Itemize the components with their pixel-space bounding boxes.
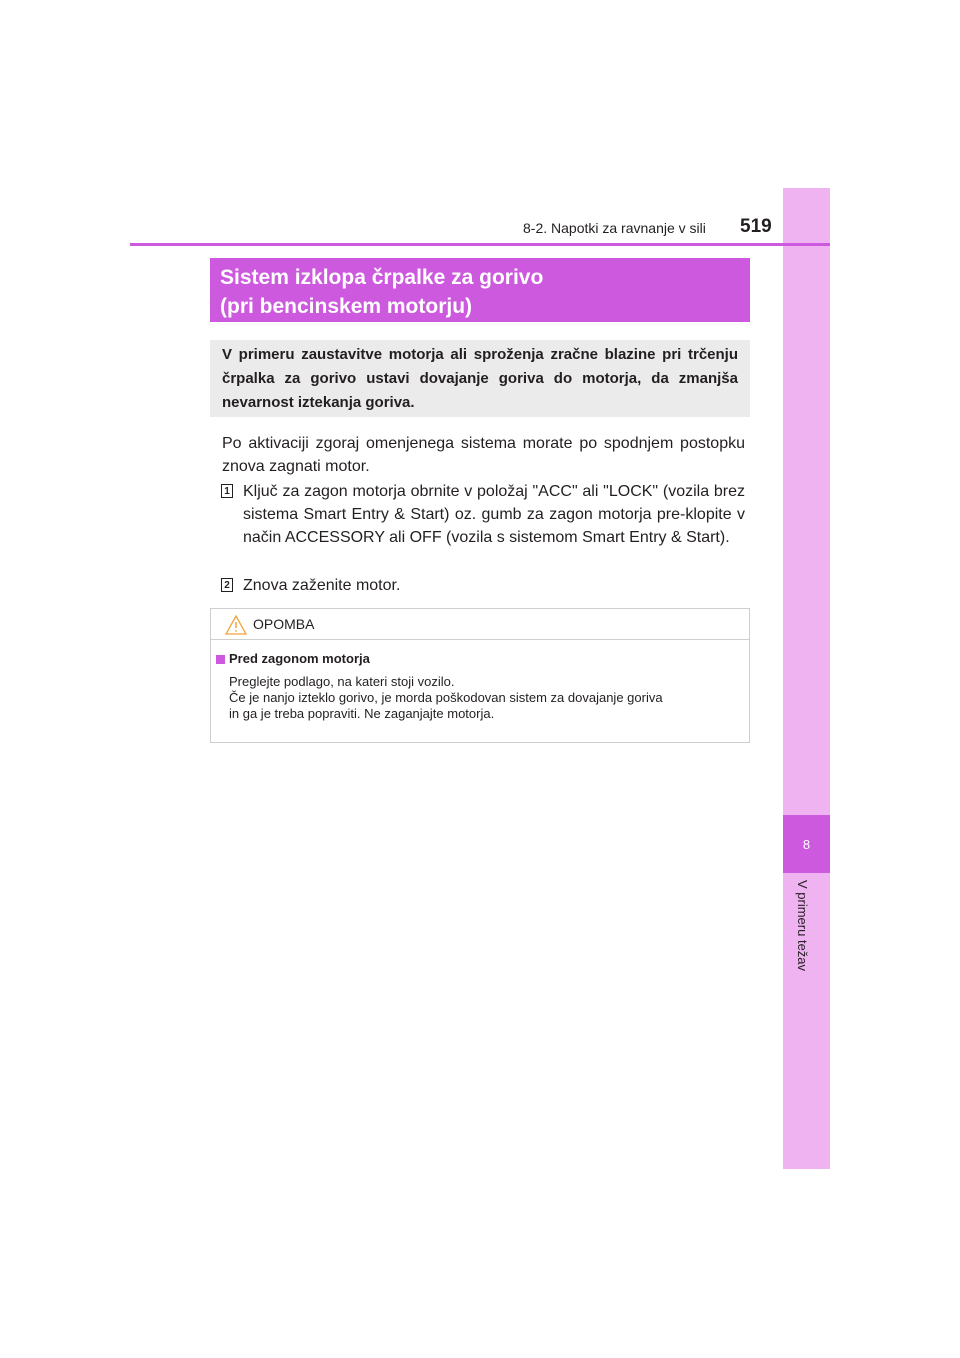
step-1-badge: 1 [221,484,233,498]
chapter-label: V primeru težav [795,880,810,972]
body-paragraph: Po aktivaciji zgoraj omenjenega sistema morate po spodnjem postopku znova zagnati motor. [222,435,745,475]
note-line-2: Če je nanjo izteklo gorivo, je morda poškodovan sistem za dovajanje goriva [229,690,663,705]
section-title-line1: Sistem izklopa črpalke za gorivo [220,266,544,289]
warning-triangle-icon [225,615,247,635]
step-2-text: Znova zaženite motor. [243,577,401,594]
note-heading: Pred zagonom motorja [229,651,370,666]
note-label: OPOMBA [253,616,315,632]
intro-summary: V primeru zaustavitve motorja ali sproženja zračne blazine pri trčenju črpalka za gorivo ustavi dovajanje goriva do motorja, da zmanjša nevarnost iztekanja goriva. [210,340,750,417]
note-line-1: Preglejte podlago, na kateri stoji vozilo. [229,674,455,689]
page-number: 519 [740,216,772,237]
chapter-side-tab [783,188,830,1169]
note-line-3: in ga je treba popraviti. Ne zaganjajte motorja. [229,706,495,721]
section-title-line2: (pri bencinskem motorju) [220,295,473,318]
note-header [211,609,749,640]
section-title [210,258,750,322]
note-bullet-square [216,655,225,664]
step-1-text: Ključ za zagon motorja obrnite v položaj "ACC" ali "LOCK" (vozila brez sistema Smart Entry & Start) oz. gumb za zagon motorja pre-klopite v način ACCESSORY ali OFF (vozila s sistemom Smart Entry & Start). [243,483,745,546]
section-header: 8-2. Napotki za ravnanje v sili [523,220,706,236]
header-divider [130,243,830,246]
step-2-badge: 2 [221,578,233,592]
note-box [210,608,750,743]
chapter-number: 8 [783,815,830,873]
